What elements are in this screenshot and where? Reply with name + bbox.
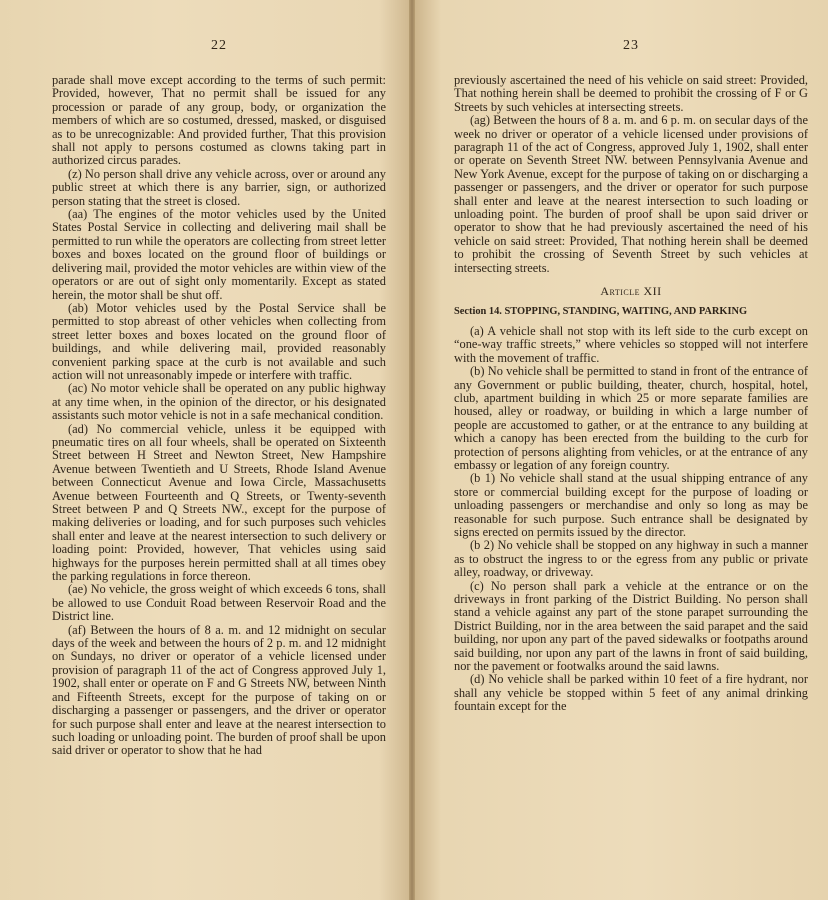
paragraph: (d) No vehicle shall be parked within 10 feet of a fire hydrant, nor shall any vehicle be stopped within 5 feet of any animal drinking fountain except for the [454,672,808,714]
right-page-text [454,74,808,714]
paragraph: (b) No vehicle shall be permitted to stand in front of the entrance of any Government or public building, theater, church, hospital, hotel, club, apartment building in which 25 or more separate families are housed, alley or roadway, or building in which a large number of people are accustomed to gather, or at the entrance to any building at which a canopy has been erected from the building to the curb for protection of persons alighting from vehicles, or at the entrance of any embassy or legation of any foreign country. [454,364,808,472]
paragraph: (ab) Motor vehicles used by the Postal Service shall be permitted to stop abreast of other vehicles when collecting from street letter boxes and boxes located on the ground floor of buildings, and while delivering mail, provided reasonably convenient parking space at the curb is not available and such action will not unreasonably impede or interfere with traffic. [52,300,386,382]
paragraph: (aa) The engines of the motor vehicles used by the United States Postal Service in collecting and delivering mail shall be permitted to run while the operators are collecting from street letter boxes and boxes located on the ground floor of buildings or delivering mail, provided the motor vehicles are within view of the operators or are out of sight only momentarily. Except as stated herein, the motor shall be shut off. [52,207,386,302]
left-page-text [52,74,386,758]
paragraph: (c) No person shall park a vehicle at the entrance or on the driveways in front parking of the District Building. No person shall stand a vehicle against any part of the stone parapet surrounding the District Building, nor in the area between the said parapet and the said building, nor upon any part of the paved sidewalks or footpaths around said building, nor upon any part of the lawns in front of said building, nor the pavement or footwalks around the said lawns. [454,578,808,674]
right-page [412,0,828,900]
book-gutter [409,0,415,900]
paragraph: (ae) No vehicle, the gross weight of which exceeds 6 tons, shall be allowed to use Conduit Road between Reservoir Road and the District line. [52,582,386,624]
paragraph: (af) Between the hours of 8 a. m. and 12 midnight on secular days of the week and between the hours of 2 p. m. and 12 midnight on Sundays, no driver or operator of a vehicle licensed under provision of paragraph 11 of the act of Congress approved July 1, 1902, shall enter or operate on F and G Streets NW, between Ninth and Fifteenth Streets, except for the purpose of taking on or discharging a passenger or passengers, and the driver or operator for such purpose shall enter and leave at the nearest intersection to such loading or unloading point. The burden of proof shall be upon said driver or operator to show that he had [52,622,386,758]
paragraph: (ad) No commercial vehicle, unless it be equipped with pneumatic tires on all four wheels, shall be operated on Sixteenth Street between H Street and Newton Street, New Hampshire Avenue between Twentieth and U Streets, Rhode Island Avenue between Connecticut Avenue and Iowa Circle, Massachusetts Avenue between Fourteenth and Q Streets, or Twenty-seventh Street between P and Q Streets NW., except for the purpose of making deliveries or loading, and for such purposes such vehicles shall enter and leave at the nearest intersection to such delivery or loading point: Provided, however, That vehicles using said highways for the purposes herein permitted shall at all times obey the parking regulations in force thereon. [52,421,386,584]
paragraph: previously ascertained the need of his vehicle on said street: Provided, That nothing herein shall be deemed to prohibit the crossing of F or G Streets by such vehicles at intersecting streets. [454,73,808,114]
paragraph: (b 1) No vehicle shall stand at the usual shipping entrance of any store or commercial building except for the purpose of loading or unloading passengers or merchandise and only so long as may be reasonable for such purpose. Such entrance shall be designated by signs erected on permits issued by the director. [454,471,808,539]
section-heading [454,305,808,318]
section-label: Section 14. [454,305,502,317]
section-title: STOPPING, STANDING, WAITING, AND PARKING [504,305,748,317]
paragraph: (ac) No motor vehicle shall be operated on any public highway at any time when, in the opinion of the director, or his designated assistants such motor vehicle is not in a safe mechanical condition. [52,381,386,423]
page-number-right: 23 [623,38,639,53]
paragraph: (a) A vehicle shall not stop with its left side to the curb except on “one-way traffic streets,” where vehicles so stopped will not interfere with the movement of traffic. [454,323,808,365]
paragraph: (b 2) No vehicle shall be stopped on any highway in such a manner as to obstruct the ingress to or the egress from any public or private alley, roadway, or driveway. [454,538,808,580]
paragraph: parade shall move except according to the terms of such permit: Provided, however, That no permit shall be issued for any procession or parade of any group, body, or organization the members of which are so costumed, dressed, masked, or disguised as to be unrecognizable: And provided further, That this provision shall not apply to persons costumed as clowns taking part in authorized circus parades. [52,73,386,168]
left-page [0,0,412,900]
paragraph: (ag) Between the hours of 8 a. m. and 6 p. m. on secular days of the week no driver or operator of a vehicle licensed under provisions of paragraph 11 of the act of Congress, approved July 1, 1902, shall enter or operate on Seventh Street NW. between Pennsylvania Avenue and New York Avenue, except for the purpose of taking on or discharging a passenger or passengers, and the driver or operator for such purpose shall enter and leave at the nearest intersection to such loading or unloading point. The burden of proof shall be upon said driver or operator to show that he had previously ascertained the need of his vehicle on said street: Provided, That nothing herein shall be deemed to prohibit the crossing of Seventh Street by such vehicles at intersecting streets. [454,113,808,275]
page-number-left: 22 [211,38,227,53]
article-heading: Article XII [600,284,662,299]
paragraph: (z) No person shall drive any vehicle across, over or around any public street at which there is any barrier, sign, or authorized person stating that the street is closed. [52,166,386,208]
